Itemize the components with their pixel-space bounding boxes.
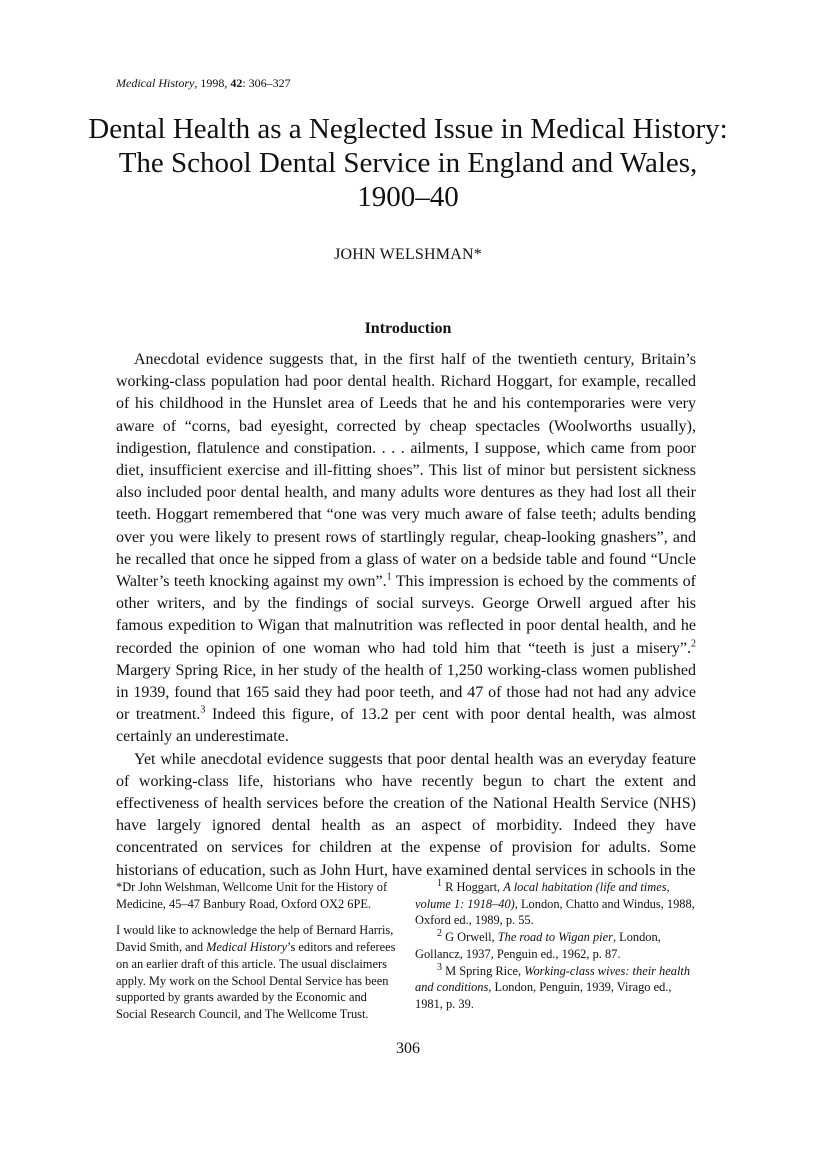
paragraph-1-part-b: This impression is echoed by the comments of other writers, and by the findings of social surveys. George Orwell argued after his famous expedition to Wigan that malnutrition was reflected in poor dental health, and he recorded the opinion of one woman who had told him that “teeth is just a misery”. (116, 573, 696, 657)
footnote-2-details: , London, Gollancz, 1937, Penguin ed., 1962, p. 87. (415, 930, 661, 961)
footnote-1-author: R Hoggart, (442, 880, 504, 894)
footnote-3-author: M Spring Rice, (442, 963, 525, 978)
footnotes (415, 879, 697, 1013)
page-number: 306 (396, 1040, 420, 1057)
footnote-1-number: 1 (437, 877, 442, 889)
paragraph-1-part-c: Margery Spring Rice, in her study of the health of 1,250 working-class women published in 1939, found that 165 said they had poor teeth, and 47 of those had not had any advice or treatment. (116, 661, 696, 724)
acknowledgement-part-a: I would like to acknowledge the help of Bernard Harris, David Smith, and (116, 923, 394, 955)
author-name: JOHN WELSHMAN* (334, 246, 482, 263)
footnote-2-number: 2 (437, 927, 442, 939)
title-line-1: Dental Health as a Neglected Issue in Medical History: (88, 113, 728, 145)
title-line-2: The School Dental Service in England and Wales, (118, 147, 698, 179)
paragraph-1-part-a: Anecdotal evidence suggests that, in the first half of the twentieth century, Britain’s working-class population had poor dental health. Richard Hoggart, for example, recalled of his childhood in the Hunslet area of Leeds that he and his contemporaries were very aware of “corns, bad eyesight, corrected by cheap spectacles (Woolworths usually), indigestion, flatulence and constipation. . . . ailments, I suppose, which came from poor diet, insufficient exercise and ill-fitting shoes”. This list of minor but persistent sickness also included poor dental health, and many adults wore dentures as they had lost all their teeth. Hoggart remembered that “one was very much aware of false teeth; adults bending over you were likely to present rows of startlingly regular, cheap-looking gnashers”, and he recalled that once he sipped from a glass of water on a bedside table and found “Uncle Walter’s teeth knocking against my own”. (116, 351, 696, 591)
footnote-1 (415, 879, 697, 929)
author-affiliation-note: *Dr John Welshman, Wellcome Unit for the History of Medicine, 45–47 Banbury Road, Oxford OX2 6PE. (116, 880, 388, 911)
acknowledgement-part-b: ’s editors and referees on an earlier draft of this article. The usual disclaimers apply. My work on the School Dental Service has been supported by grants awarded by the Economic and Social Research Council, and The Wellcome Trust. (116, 940, 396, 1021)
footnote-1-details: , London, Chatto and Windus, 1988, Oxford ed., 1989, p. 55. (415, 896, 695, 928)
footnote-2-author: G Orwell, (442, 930, 498, 945)
footnote-3 (415, 963, 697, 1013)
author-notes (116, 879, 400, 1033)
section-heading: Introduction (364, 320, 452, 337)
title-line-3: 1900–40 (357, 181, 459, 213)
journal-citation (116, 76, 291, 91)
citation-pages: : 306–327 (242, 76, 291, 90)
footnote-2 (415, 929, 697, 962)
footnote-3-title: Working-class wives: their health and conditions (415, 963, 691, 995)
footnote-ref-2: 2 (691, 638, 696, 650)
citation-volume: 42 (230, 76, 243, 90)
footnote-3-number: 3 (437, 961, 442, 973)
acknowledgement-note (116, 922, 400, 1022)
paragraph-2: Yet while anecdotal evidence suggests that poor dental health was an everyday feature of working-class life, historians who have recently begun to chart the extent and effectiveness of health services before the creation of the National Health Service (NHS) have largely ignored dental health as an aspect of morbidity. Indeed they have concentrated on services for children at the expense of provision for adults. Some historians of education, such as John Hurt, have examined dental services in schools in the (116, 750, 696, 879)
footnote-ref-1: 1 (386, 571, 392, 583)
acknowledgement-journal: Medical History (206, 940, 288, 955)
paragraph-1-part-d: Indeed this figure, of 13.2 per cent with poor dental health, was almost certainly an underestimate. (116, 706, 697, 746)
footnote-2-title: The road to Wigan pier (497, 930, 613, 945)
footnote-3-details: , London, Penguin, 1939, Virago ed., 1981, p. 39. (415, 980, 672, 1011)
footnote-ref-3: 3 (200, 704, 206, 716)
citation-year: , 1998, (194, 76, 231, 90)
footnote-1-title: A local habitation (life and times, volume 1: 1918–40) (415, 880, 670, 911)
journal-name: Medical History (116, 76, 195, 90)
body-text (116, 349, 696, 882)
article-title (60, 112, 756, 214)
paragraph-1 (116, 349, 696, 749)
